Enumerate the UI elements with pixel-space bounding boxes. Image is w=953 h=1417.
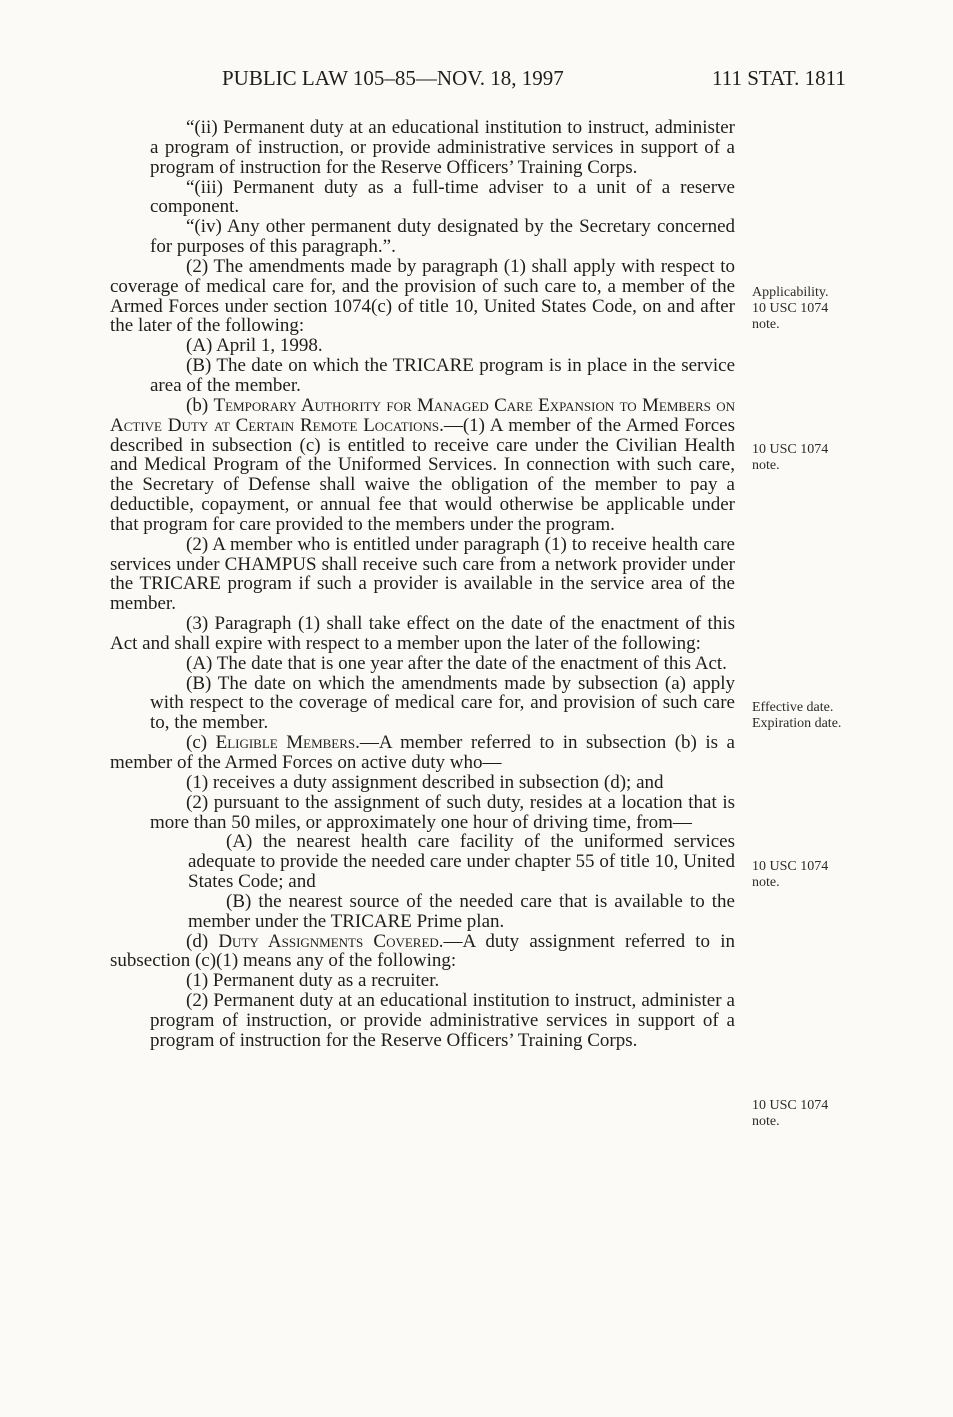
paragraph: (2) A member who is entitled under paragraph (1) to receive health care services under CHAMPUS shall receive such care from a network provider under the TRICARE program if such a provider is available in the service area of the member. (110, 533, 735, 615)
paragraph: (1) receives a duty assignment described in subsection (d); and (186, 771, 664, 793)
paragraph: (B) the nearest source of the needed care that is available to the member under the TRICARE Prime plan. (188, 890, 735, 932)
paragraph: (A) The date that is one year after the date of the enactment of this Act. (186, 652, 727, 674)
paragraph: (b) Temporary Authority for Managed Care Expansion to Members on Active Duty at Certain Remote Locations.—(1) A member of the Armed Forces described in subsection (c) is entitled to receive care under the Civilian Health and Medical Program of the Uniformed Services. In connection with such care, the Secretary of Defense shall waive the obligation of the member to pay a deductible, copayment, or annual fee that would otherwise be applicable under that program for care provided to the members under the program. (110, 394, 735, 535)
subsection-heading: Eligible Members (215, 732, 356, 754)
margin-note-line: note. (752, 458, 780, 473)
paragraph: (1) Permanent duty as a recruiter. (186, 970, 440, 992)
paragraph: (c) Eligible Members.—A member referred to in subsection (b) is a member of the Armed Forces on active duty who— (110, 732, 735, 773)
margin-note-line: note. (752, 1114, 780, 1129)
margin-note-line: note. (752, 317, 780, 332)
header-page-number: 111 STAT. 1811 (712, 66, 846, 90)
margin-note-usc-d (752, 1098, 828, 1130)
paragraph: (2) pursuant to the assignment of such duty, resides at a location that is more than 50 miles, or approximately one hour of driving time, from— (150, 791, 735, 833)
paragraph: “(ii) Permanent duty at an educational institution to instruct, administer a program of instruction, or provide administrative services in support of a program of instruction for the Reserve Officers’ Training Corps. (150, 117, 735, 178)
margin-note-line: 10 USC 1074 (752, 442, 829, 457)
paragraph: (d) Duty Assignments Covered.—A duty assignment referred to in subsection (c)(1) means any of the following: (110, 930, 735, 972)
paragraph: (2) Permanent duty at an educational institution to instruct, administer a program of instruction, or provide administrative services in support of a program of instruction for the Reserve Officers’ Training Corps. (150, 990, 735, 1051)
paragraph: (3) Paragraph (1) shall take effect on the date of the enactment of this Act and shall expire with respect to a member upon the later of the following: (110, 613, 735, 654)
margin-note-line: Effective date. (752, 700, 834, 715)
paragraph: (A) April 1, 1998. (186, 335, 323, 357)
paragraph: (B) The date on which the amendments made by subsection (a) apply with respect to the coverage of medical care for, and provision of such care to, the member. (150, 672, 735, 734)
body-text (110, 118, 735, 1051)
margin-note-line: Applicability. (752, 285, 829, 300)
margin-note-line: Expiration date. (752, 716, 842, 731)
margin-note-effective-date (752, 700, 841, 732)
margin-note-line: 10 USC 1074 (752, 301, 829, 316)
paragraph: (A) the nearest health care facility of the uniformed services adequate to provide the needed care under chapter 55 of title 10, United States Code; and (188, 831, 735, 893)
margin-note-line: note. (752, 875, 780, 890)
paragraph: (2) The amendments made by paragraph (1) shall apply with respect to coverage of medical care for, and the provision of such care to, a member of the Armed Forces under section 1074(c) of title 10, United States Code, on and after the later of the following: (110, 255, 735, 337)
paragraph: “(iii) Permanent duty as a full-time adviser to a unit of a reserve component. (150, 176, 735, 218)
header-citation: PUBLIC LAW 105–85—NOV. 18, 1997 (222, 66, 564, 90)
margin-note-line: 10 USC 1074 (752, 1098, 829, 1113)
paragraph: “(iv) Any other permanent duty designated by the Secretary concerned for purposes of this paragraph.”. (150, 216, 735, 258)
subsection-heading: Duty Assignments Covered (218, 930, 439, 952)
margin-note-usc-b (752, 442, 828, 474)
margin-note-usc-c (752, 859, 828, 891)
page-header (0, 66, 953, 98)
paragraph: (B) The date on which the TRICARE program is in place in the service area of the member. (150, 355, 735, 396)
margin-note-applicability (752, 285, 828, 333)
subsection-heading: Temporary Authority for Managed Care Expansion to Members on Active Duty at Certain Remote Locations (110, 394, 735, 436)
margin-note-line: 10 USC 1074 (752, 859, 829, 874)
